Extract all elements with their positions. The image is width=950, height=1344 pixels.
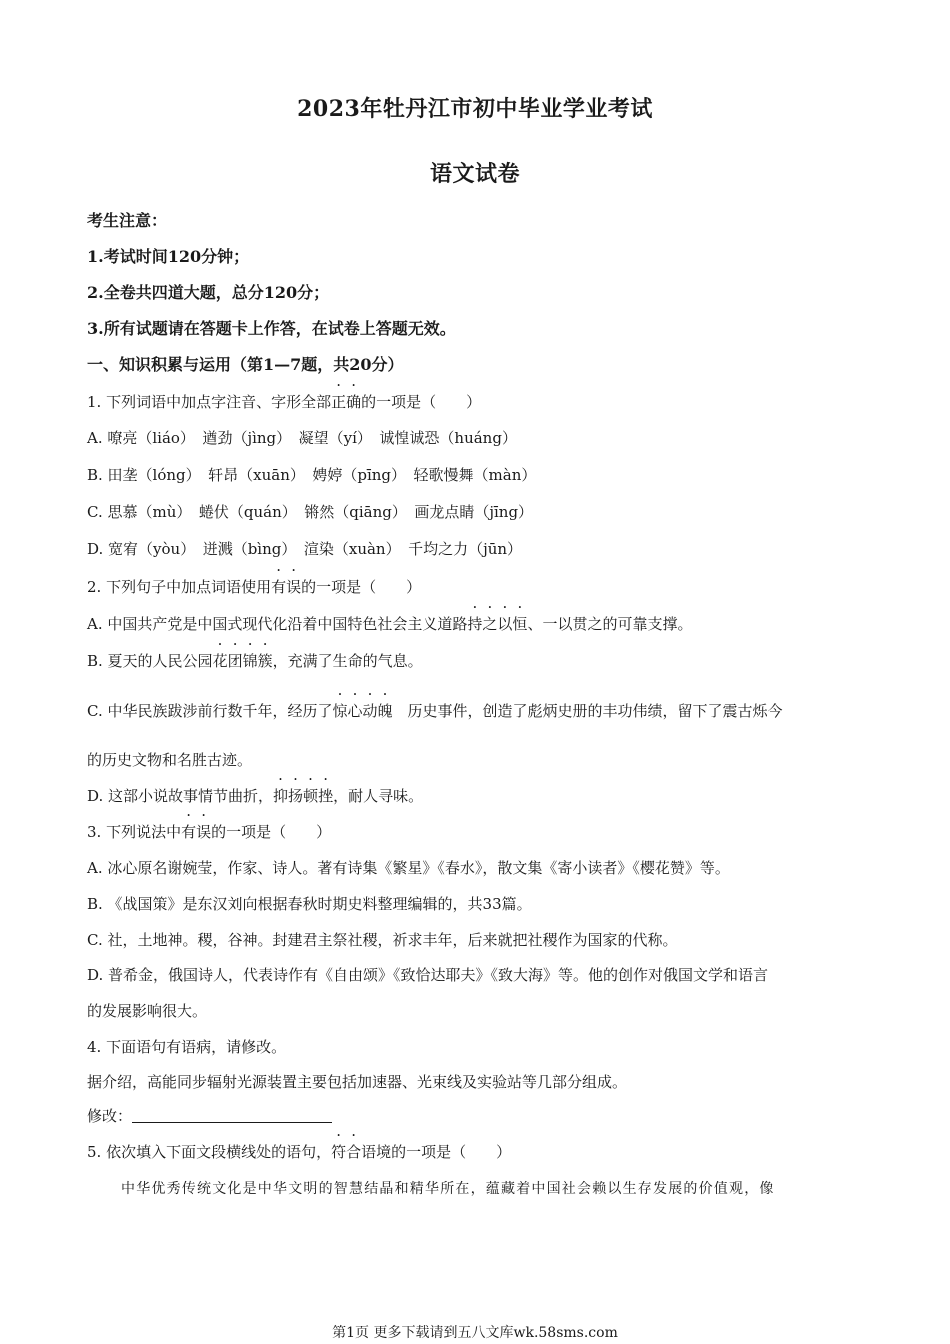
question-1-option-c: C. 思慕（mù） 蜷伏（quán） 锵然（qiāng） 画龙点睛（jīng） [87,503,534,521]
emphasis-char: 魄 [377,702,393,720]
emphasis-char: 锦 [242,652,258,670]
answer-blank[interactable] [132,1106,332,1123]
emphasis-char: 误 [286,578,302,596]
question-3-option-b: B. 《战国策》是东汉刘向根据春秋时期史料整理编辑的，共33篇。 [87,895,532,913]
emphasis-char: 以 [497,615,513,633]
question-2-stem: 2. 下列句子中加点词语使用有误的一项是（ ） [87,578,422,596]
question-4-answer-row [87,1105,332,1127]
question-1-stem: 1. 下列词语中加点字注音、字形全部正确的一项是（ ） [87,393,482,411]
question-3-option-d: D. 普希金，俄国诗人，代表诗作有《自由颂》《致恰达耶夫》《致大海》等。他的创作对俄国文学和语言 [87,966,769,984]
question-4-stem: 4. 下面语句有语病，请修改。 [87,1038,287,1056]
notice-item: 3.所有试题请在答题卡上作答，在试卷上答题无效。 [87,319,456,338]
question-4-sentence: 据介绍，高能同步辐射光源装置主要包括加速器、光束线及实验站等几部分组成。 [87,1073,628,1091]
emphasis-char: 之 [482,615,498,633]
emphasis-char: 惊 [332,702,348,720]
question-1-option-b: B. 田垄（lóng） 轩昂（xuān） 娉婷（pīng） 轻歌慢舞（màn） [87,466,537,484]
question-2-option-a: A. 中国共产党是中国式现代化沿着中国特色社会主义道路持之以恒、一以贯之的可靠支撑。 [87,615,693,633]
emphasis-char: 正 [331,393,347,411]
exam-subtitle: 语文试卷 [429,161,520,187]
emphasis-char: 持 [467,615,483,633]
section-heading: 一、知识积累与运用（第1—7题，共20分） [87,355,404,374]
emphasis-char: 挫 [318,787,334,805]
emphasis-char: 确 [346,393,362,411]
emphasis-char: 团 [227,652,243,670]
emphasis-char: 顿 [303,787,319,805]
emphasis-char: 抑 [273,787,289,805]
question-1-option-a: A. 嘹亮（liáo） 遒劲（jìng） 凝望（yí） 诚惶诚恐（huáng） [87,429,517,447]
question-3-stem: 3. 下列说法中有误的一项是（ ） [87,823,332,841]
emphasis-char: 心 [347,702,363,720]
question-2-option-b: B. 夏天的人民公园花团锦簇，充满了生命的气息。 [87,652,423,670]
question-3-option-c: C. 社，土地神。稷，谷神。封建君主祭社稷，祈求丰年，后来就把社稷作为国家的代称。 [87,931,678,949]
emphasis-char: 花 [212,652,228,670]
question-2-option-c-continued: 的历史文物和名胜古迹。 [87,751,253,769]
notice-item: 2.全卷共四道大题，总分120分； [87,283,330,302]
question-1-option-d: D. 宽宥（yòu） 迸溅（bìng） 渲染（xuàn） 千均之力（jūn） [87,540,523,558]
question-5-stem: 5. 依次填入下面文段横线处的语句，符合语境的一项是（ ） [87,1143,512,1161]
emphasis-char: 有 [271,578,287,596]
question-3-option-d-continued: 的发展影响很大。 [87,1002,208,1020]
notice-heading: 考生注意： [87,211,168,230]
emphasis-char: 簇 [257,652,273,670]
exam-title: 2023年牡丹江市初中毕业学业考试 [297,96,653,122]
emphasis-char: 扬 [288,787,304,805]
emphasis-char: 有 [181,823,197,841]
question-3-option-a: A. 冰心原名谢婉莹，作家、诗人。著有诗集《繁星》《春水》，散文集《寄小读者》《樱花赞》等。 [87,859,730,877]
question-2-option-d: D. 这部小说故事情节曲折，抑扬顿挫，耐人寻味。 [87,787,424,805]
emphasis-char: 合 [346,1143,362,1161]
question-5-passage: 中华优秀传统文化是中华文明的智慧结晶和精华所在，蕴藏着中国社会赖以生存发展的价值观，像 [121,1181,775,1197]
notice-item: 1.考试时间120分钟； [87,247,250,266]
question-2-option-c: C. 中华民族跋涉前行数千年，经历了惊心动魄 历史事件，创造了彪炳史册的丰功伟绩，留下了震古烁今 [87,702,783,720]
emphasis-char: 动 [362,702,378,720]
emphasis-char: 恒 [512,615,528,633]
emphasis-char: 误 [196,823,212,841]
answer-label: 修改： [87,1107,133,1125]
emphasis-char: 符 [331,1143,347,1161]
page-footer: 第1页 更多下载请到五八文库wk.58sms.com [332,1325,618,1341]
